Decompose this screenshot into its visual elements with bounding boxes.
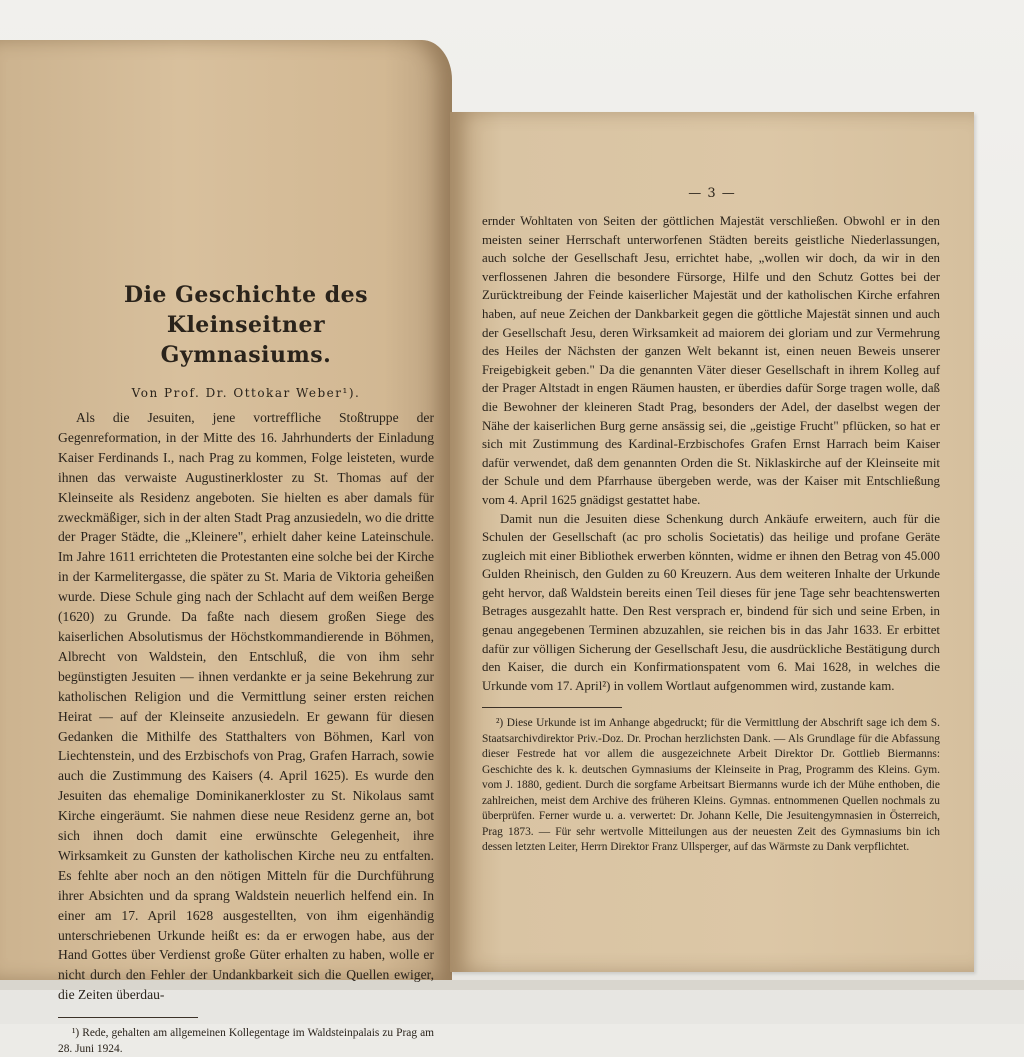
title-line-1: Die Geschichte des Kleinseitner xyxy=(124,282,368,338)
left-page xyxy=(0,40,452,1055)
right-paragraph-2: Damit nun die Jesuiten diese Schenkung durch Ankäufe erweitern, auch für die Schulen der Gesellschaft (ac pro scholis Societatis) das heilige und profane Geräte zugleich mit einer Bibliothek erwerben könnten, widme er ihnen den Betrag von 45.000 Gulden Rheinisch, den Gulden zu 60 Kreuzern. Aus dem weiteren Inhalte der Urkunde geht hervor, daß Waldstein bereits einen Teil dieses für jene Tage sehr beachtenswerten Betrages ausgezahlt hatte. Den Rest versprach er, bindend für sich und seine Erben, in genau angegebenen Terminen abzuzahlen, sie reichen bis in das Jahr 1633. Er erbittet dafür zur völligen Sicherung der Gesellschaft Jesu, die ausdrückliche Bestätigung durch den Kaiser, die durch ein Konfirmationspatent vom 6. Mai 1628, in welches die Urkunde vom 17. April²) in vollem Wortlaut aufgenommen wird, zustande kam. xyxy=(482,511,940,693)
author-line: Von Prof. Dr. Ottokar Weber¹). xyxy=(131,386,361,400)
left-body-text: Als die Jesuiten, jene vortreffliche Stoßtruppe der Gegenreformation, in der Mitte des 16. Jahrhunderts der Einladung Kaiser Ferdinands I., nach Prag zu kommen, Folge leisteten, wurde ihnen das verwaiste Augustinerkloster zu St. Thomas auf der Kleinseite als Residenz angeboten. Sie hielten es aber damals für zweckmäßiger, sich in der alten Stadt Prag anzusiedeln, wo die dritte der Prager Städte, die „Kleinere", erhielt daher keine Lateinschule. Im Jahre 1611 errichteten die Protestanten eine solche bei der Kirche in der Karmelitergasse, die später zu St. Maria de Viktoria geheißen wurde. Diese Schule ging nach der Schlacht auf dem weißen Berge (1620) zu Grunde. Da faßte nach diesem großen Siege des kaiserlichen Absolutismus der Höchstkommandierende in Böhmen, Albrecht von Waldstein, den Entschluß, die von ihm sehr begünstigten Jesuiten — ihnen verdankte er ja seine Bekehrung zur katholischen Religion und die Vermittlung seiner ersten reichen Heirat — auf der Kleinseite anzusiedeln. Er gewann für diesen Gedanken die Mithilfe des Statthalters von Böhmen, Karl von Liechtenstein, und des Erzbischofs von Prag, Grafen Harrach, sowie auch die Zustimmung des Kaisers (4. April 1625). Es wurde den Jesuiten das ehemalige Dominikanerkloster zu St. Nikolaus samt Kirche eingeräumt. Sie nahmen diese neue Residenz gerne an, bot sich ihnen doch damit eine erwünschte Gelegenheit, ihre Wirksamkeit zu Gunsten der katholischen Kirche neu zu entfalten. Es fehlte aber noch an den nötigen Mitteln für die Durchführung ihrer Absichten und da sprang Waldstein neuerlich helfend ein. In einer am 17. April 1628 ausgestellten, von ihm eigenhändig unterschriebenen Urkunde heißt es: da er erwogen habe, aus der Hand Gottes über Verdienst große Güter erhalten zu haben, wolle er nicht durch den Fehler der Undankbarkeit sich die Quellen ewiger, die Zeiten überdau- xyxy=(58,410,434,1003)
right-body xyxy=(482,212,940,856)
left-footnote: ¹) Rede, gehalten am allgemeinen Kollegentage im Waldsteinpalais zu Prag am 28. Juni 1924. xyxy=(58,1027,434,1055)
right-footnote: ²) Diese Urkunde ist im Anhange abgedruckt; für die Vermittlung der Abschrift sage ich dem S. Staatsarchivdirektor Priv.-Doz. Dr. Prochan herzlichsten Dank. — Als Grundlage für die Abfassung dieser Festrede hat vor allem die ausgezeichnete Arbeit Direktor Dr. Gottlieb Biermanns: Geschichte des k. k. deutschen Gymnasiums der Kleinseite in Prag, Programm des Kleins. Gym. vom J. 1880, gedient. Durch die sorgfame Arbeitsart Biermanns wurde ich der Mühe enthoben, die zahlreichen, meist dem Archive des früheren Kleins. Gymnas. entnommenen Quellen nochmals zu überprüfen. Ferner wurde u. a. verwertet: Dr. Johann Kelle, Die Jesuitengymnasien in Österreich, Prag 1873. — Für sehr wertvolle Mitteilungen aus der neuesten Zeit des Gymnasiums bin ich dessen letzten Leiter, Herrn Direktor Franz Ullsperger, auf das Wärmste zu Dank verpflichtet. xyxy=(482,717,940,854)
article-title xyxy=(58,280,434,370)
right-page xyxy=(450,112,974,972)
footnote-rule xyxy=(58,1017,198,1018)
right-paragraph-1: ernder Wohltaten von Seiten der göttlichen Majestät verschließen. Obwohl er in den meisten seiner Herrschaft unterworfenen Städten bereits geistliche Niederlassungen, auch solche der Gesellschaft Jesu, errichtet habe, „wollen wir doch, da wir in den verflossenen Jahren die besondere Fürsorge, Hilfe und den Schutz Gottes bei der Zurücktreibung der Feinde kaiserlicher Majestät und der katholischen Kirche erfahren haben, auf neue Zeichen der Dankbarkeit gegen die göttliche Majestät sinnen und auch der Gesellschaft Jesu, deren Wirksamkeit ad maiorem dei gloriam und zur Vermehrung des Heiles der Nächsten der ganzen Welt bekannt ist, einen neuen Beweis unserer Freigebigkeit geben." Da die genannten Väter dieser Gesellschaft in ihrem Kolleg auf der Prager Altstadt in engen Räumen hausten, er überdies dafür Sorge tragen wolle, daß die Bewohner der kleineren Stadt Prag, besonders der Adel, der daselbst wegen der Nähe der kaiserlichen Burg gerne ansässig sei, die „geistige Frucht" pflücken, so hat er sich mit Zustimmung des Kardinal-Erzbischofes Grafen Ernst Harrach beim Kaiser dafür verwendet, daß dem genannten Orden die St. Niklaskirche auf der Kleinseite mit der Schule und dem Pfarrhause übergeben werde, was der Kaiser mit Entschließung vom 4. April 1625 gnädigst gestattet habe. xyxy=(482,214,940,507)
page-number: — 3 — xyxy=(688,186,736,201)
footnote-rule xyxy=(482,707,622,708)
title-line-2: Gymnasiums. xyxy=(160,342,332,368)
